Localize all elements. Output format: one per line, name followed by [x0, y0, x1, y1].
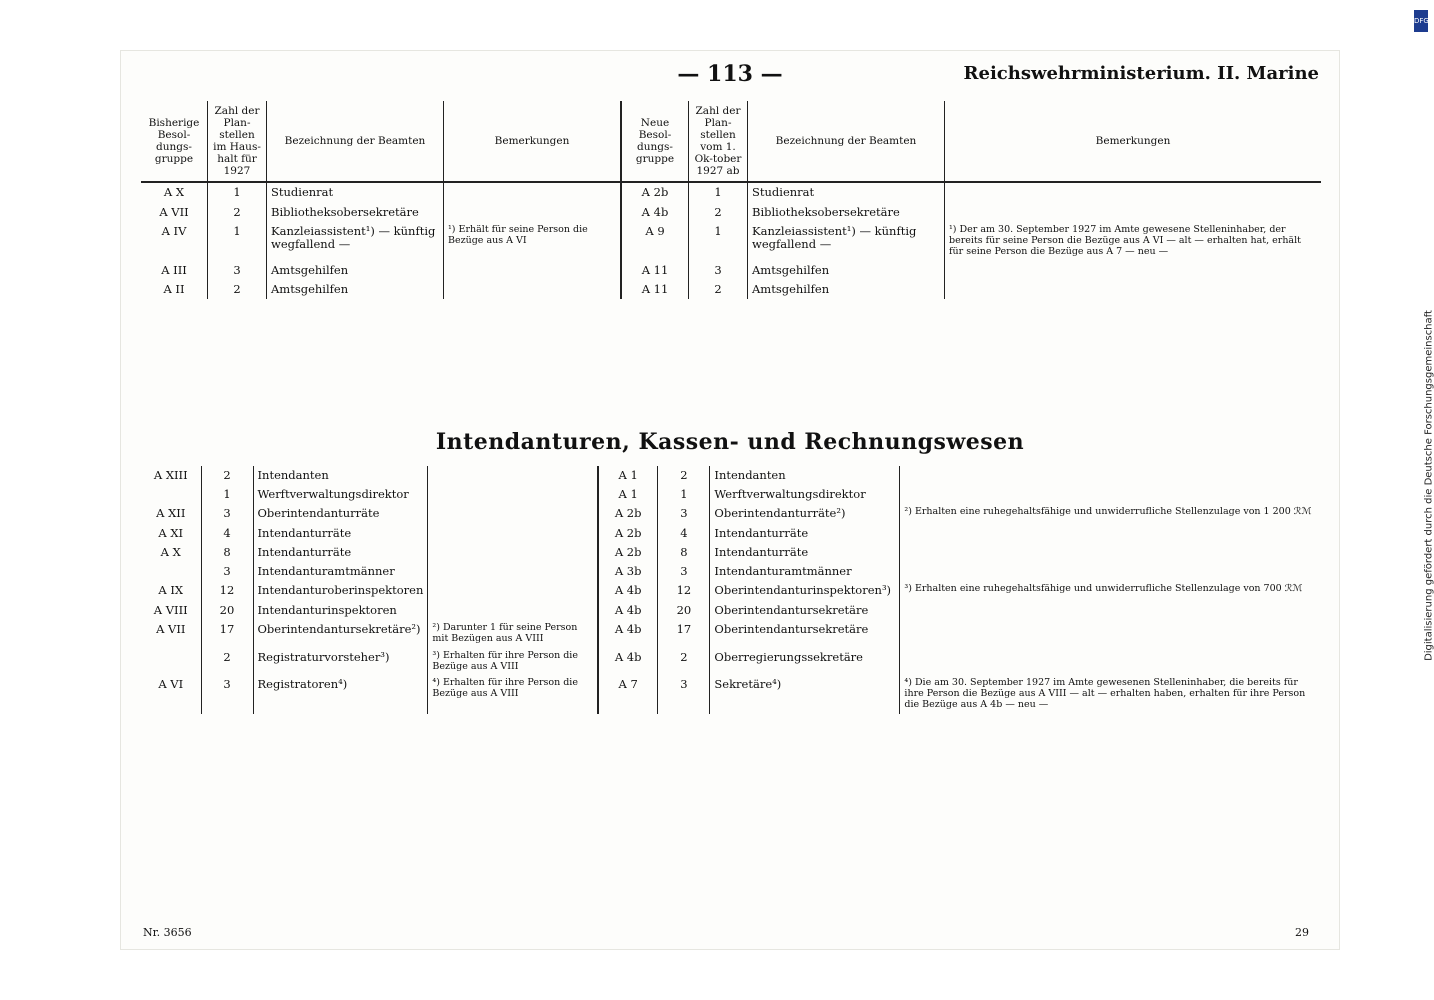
- page-number: — 113 —: [677, 61, 783, 87]
- old-group-cell: A XIII: [153, 468, 188, 482]
- remarks-old-cell: ²) Darunter 1 für seine Person mit Bezügen aus A VIII: [428, 620, 598, 648]
- title-old-cell: Bibliotheksobersekretäre: [267, 203, 444, 222]
- table-row: [141, 182, 1321, 202]
- title-new-cell: Intendanturräte: [710, 524, 900, 543]
- title-old-cell: Intendanten: [253, 466, 428, 485]
- new-group-cell: A 2b: [614, 506, 642, 521]
- count-new-cell: 3: [689, 261, 748, 280]
- remarks-old-cell: [444, 203, 622, 222]
- remarks-old-cell: [428, 485, 598, 504]
- count-old-cell: 2: [208, 280, 267, 299]
- new-group-cell: A 7: [618, 677, 638, 692]
- title-new-cell: Kanzleiassistent¹) — künftig wegfallend —: [748, 222, 945, 261]
- count-new-cell: 2: [689, 280, 748, 299]
- remarks-old-cell: [444, 261, 622, 280]
- remarks-new-cell: ²) Erhalten eine ruhegehaltsfähige und unwiderrufliche Stellenzulage von 1 200 ℛℳ: [900, 504, 1321, 523]
- count-new-cell: 1: [689, 222, 748, 261]
- title-old-cell: Intendanturräte: [253, 524, 428, 543]
- title-old-cell: Registraturvorsteher³): [253, 648, 428, 676]
- old-group-cell: [141, 485, 201, 504]
- col-new-group: Neue Besol-dungs-gruppe: [621, 101, 689, 182]
- count-new-cell: 1: [658, 485, 710, 504]
- remarks-old-cell: [428, 543, 598, 562]
- new-group-cell: A 2b: [614, 544, 642, 559]
- remarks-new-cell: [945, 280, 1322, 299]
- old-group-cell: A VII: [159, 204, 189, 219]
- remarks-old-cell: [428, 581, 598, 600]
- count-old-cell: 3: [201, 675, 253, 714]
- title-old-cell: Studienrat: [267, 182, 444, 202]
- remarks-old-cell: [444, 280, 622, 299]
- remarks-new-cell: [945, 182, 1322, 202]
- footer-number: Nr. 3656: [143, 926, 192, 939]
- table-row: [141, 280, 1321, 299]
- title-new-cell: Werftverwaltungsdirektor: [710, 485, 900, 504]
- remarks-new-cell: [900, 648, 1321, 676]
- old-group-cell: A IV: [161, 223, 187, 238]
- title-new-cell: Oberintendanturinspektoren³): [710, 581, 900, 600]
- title-old-cell: Intendanturoberinspektoren: [253, 581, 428, 600]
- remarks-new-cell: [900, 543, 1321, 562]
- new-group-cell: A 2b: [614, 525, 642, 540]
- table-row: [141, 466, 1321, 485]
- remarks-old-cell: [444, 182, 622, 202]
- new-group-cell: A 2b: [641, 185, 669, 200]
- remarks-new-cell: ³) Erhalten eine ruhegehaltsfähige und unwiderrufliche Stellenzulage von 700 ℛℳ: [900, 581, 1321, 600]
- remarks-old-cell: [428, 601, 598, 620]
- count-new-cell: 3: [658, 504, 710, 523]
- table-row: [141, 485, 1321, 504]
- count-new-cell: 20: [658, 601, 710, 620]
- title-old-cell: Intendanturräte: [253, 543, 428, 562]
- count-old-cell: 3: [201, 504, 253, 523]
- old-group-cell: [141, 562, 201, 581]
- new-group-cell: A 4b: [614, 602, 642, 617]
- remarks-new-cell: [900, 620, 1321, 648]
- count-old-cell: 2: [201, 466, 253, 485]
- table-row: [141, 648, 1321, 676]
- title-new-cell: Oberintendantursekretäre: [710, 620, 900, 648]
- count-new-cell: 1: [689, 182, 748, 202]
- old-group-cell: A X: [160, 544, 181, 559]
- remarks-old-cell: [428, 562, 598, 581]
- remarks-new-cell: [945, 261, 1322, 280]
- title-new-cell: Studienrat: [748, 182, 945, 202]
- title-new-cell: Amtsgehilfen: [748, 280, 945, 299]
- title-old-cell: Kanzleiassistent¹) — künftig wegfallend —: [267, 222, 444, 261]
- title-old-cell: Registratoren⁴): [253, 675, 428, 714]
- old-group-cell: A X: [163, 185, 185, 200]
- digitization-sidebar: [1414, 10, 1434, 990]
- new-group-cell: A 4b: [641, 204, 669, 219]
- col-title-new: Bezeichnung der Beamten: [748, 101, 945, 182]
- new-group-cell: A 3b: [614, 564, 642, 579]
- new-group-cell: A 4b: [614, 621, 642, 636]
- title-new-cell: Oberregierungssekretäre: [710, 648, 900, 676]
- section-title: Intendanturen, Kassen- und Rechnungswesen: [435, 429, 1025, 455]
- old-group-cell: A VII: [156, 621, 186, 636]
- table-row: [141, 222, 1321, 261]
- count-old-cell: 3: [201, 562, 253, 581]
- table-row: [141, 261, 1321, 280]
- title-old-cell: Intendanturinspektoren: [253, 601, 428, 620]
- remarks-old-cell: [428, 504, 598, 523]
- new-group-cell: A 4b: [614, 583, 642, 598]
- title-new-cell: Intendanturräte: [710, 543, 900, 562]
- col-remarks-new: Bemerkungen: [945, 101, 1322, 182]
- count-new-cell: 2: [689, 203, 748, 222]
- digitization-credit: Digitalisierung gefördert durch die Deutsche Forschungsgemeinschaft: [1423, 310, 1434, 661]
- table-row: [141, 581, 1321, 600]
- title-old-cell: Amtsgehilfen: [267, 261, 444, 280]
- count-old-cell: 3: [208, 261, 267, 280]
- col-count-old: Zahl der Plan-stellen im Haus-halt für 1927: [208, 101, 267, 182]
- title-new-cell: Bibliotheksobersekretäre: [748, 203, 945, 222]
- count-old-cell: 1: [201, 485, 253, 504]
- remarks-old-cell: [428, 524, 598, 543]
- table-row: [141, 203, 1321, 222]
- old-group-cell: A VIII: [153, 602, 188, 617]
- table-section-1: [141, 101, 1321, 299]
- title-old-cell: Oberintendantursekretäre²): [253, 620, 428, 648]
- remarks-new-cell: [945, 203, 1322, 222]
- remarks-new-cell: [900, 601, 1321, 620]
- count-old-cell: 1: [208, 222, 267, 261]
- count-new-cell: 17: [658, 620, 710, 648]
- count-old-cell: 17: [201, 620, 253, 648]
- remarks-new-cell: [900, 466, 1321, 485]
- count-new-cell: 3: [658, 562, 710, 581]
- old-group-cell: [141, 648, 201, 676]
- old-group-cell: A II: [163, 281, 185, 296]
- count-new-cell: 4: [658, 524, 710, 543]
- page-header: [141, 61, 1319, 95]
- remarks-new-cell: [900, 562, 1321, 581]
- title-old-cell: Werftverwaltungsdirektor: [253, 485, 428, 504]
- remarks-old-cell: ¹) Erhält für seine Person die Bezüge aus A VI: [444, 222, 622, 261]
- title-new-cell: Oberintendantursekretäre: [710, 601, 900, 620]
- table-row: [141, 601, 1321, 620]
- count-old-cell: 8: [201, 543, 253, 562]
- old-group-cell: A IX: [158, 583, 184, 598]
- col-remarks-old: Bemerkungen: [444, 101, 622, 182]
- footer-page-marker: 29: [1295, 926, 1309, 939]
- col-title-old: Bezeichnung der Beamten: [267, 101, 444, 182]
- title-old-cell: Amtsgehilfen: [267, 280, 444, 299]
- table-row: [141, 504, 1321, 523]
- table-row: [141, 675, 1321, 714]
- count-new-cell: 2: [658, 648, 710, 676]
- table-row: [141, 562, 1321, 581]
- count-new-cell: 8: [658, 543, 710, 562]
- title-old-cell: Intendanturamtmänner: [253, 562, 428, 581]
- table-section-2: [141, 466, 1321, 714]
- col-old-group: Bisherige Besol-dungs-gruppe: [141, 101, 208, 182]
- count-old-cell: 12: [201, 581, 253, 600]
- title-new-cell: Intendanturamtmänner: [710, 562, 900, 581]
- new-group-cell: A 11: [641, 281, 669, 296]
- count-old-cell: 2: [208, 203, 267, 222]
- count-old-cell: 1: [208, 182, 267, 202]
- title-new-cell: Amtsgehilfen: [748, 261, 945, 280]
- count-new-cell: 12: [658, 581, 710, 600]
- remarks-old-cell: ³) Erhalten für ihre Person die Bezüge aus A VIII: [428, 648, 598, 676]
- new-group-cell: A 1: [618, 468, 638, 482]
- new-group-cell: A 11: [641, 262, 669, 277]
- count-new-cell: 3: [658, 675, 710, 714]
- remarks-old-cell: [428, 466, 598, 485]
- remarks-new-cell: [900, 485, 1321, 504]
- document-page: [120, 50, 1340, 950]
- table-row: [141, 543, 1321, 562]
- count-old-cell: 2: [201, 648, 253, 676]
- old-group-cell: A XI: [158, 525, 184, 540]
- running-title: Reichswehrministerium. II. Marine: [963, 63, 1319, 84]
- old-group-cell: A VI: [158, 677, 184, 692]
- remarks-new-cell: ⁴) Die am 30. September 1927 im Amte gewesenen Stelleninhaber, die bereits für ihre Person die Bezüge aus A VIII — alt — erhalten haben, erhalten für ihre Person die Bezüge aus A 4b — neu —: [900, 675, 1321, 714]
- remarks-new-cell: [900, 524, 1321, 543]
- count-new-cell: 2: [658, 466, 710, 485]
- old-group-cell: A XII: [156, 506, 186, 521]
- table-row: [141, 524, 1321, 543]
- new-group-cell: A 9: [645, 223, 665, 238]
- table-row: [141, 620, 1321, 648]
- col-count-new: Zahl der Plan-stellen vom 1. Ok-tober 1927 ab: [689, 101, 748, 182]
- count-old-cell: 20: [201, 601, 253, 620]
- title-new-cell: Oberintendanturräte²): [710, 504, 900, 523]
- old-group-cell: A III: [161, 262, 187, 277]
- new-group-cell: A 4b: [614, 649, 642, 664]
- new-group-cell: A 1: [618, 487, 638, 502]
- title-new-cell: Intendanten: [710, 466, 900, 485]
- title-new-cell: Sekretäre⁴): [710, 675, 900, 714]
- table-header-row: [141, 101, 1321, 182]
- remarks-old-cell: ⁴) Erhalten für ihre Person die Bezüge aus A VIII: [428, 675, 598, 714]
- title-old-cell: Oberintendanturräte: [253, 504, 428, 523]
- remarks-new-cell: ¹) Der am 30. September 1927 im Amte gewesene Stelleninhaber, der bereits für seine Person die Bezüge aus A VI — alt — erhalten hat, erhält für seine Person die Bezüge aus A 7 — neu —: [945, 222, 1322, 261]
- count-old-cell: 4: [201, 524, 253, 543]
- dfg-logo: DFG: [1414, 10, 1428, 32]
